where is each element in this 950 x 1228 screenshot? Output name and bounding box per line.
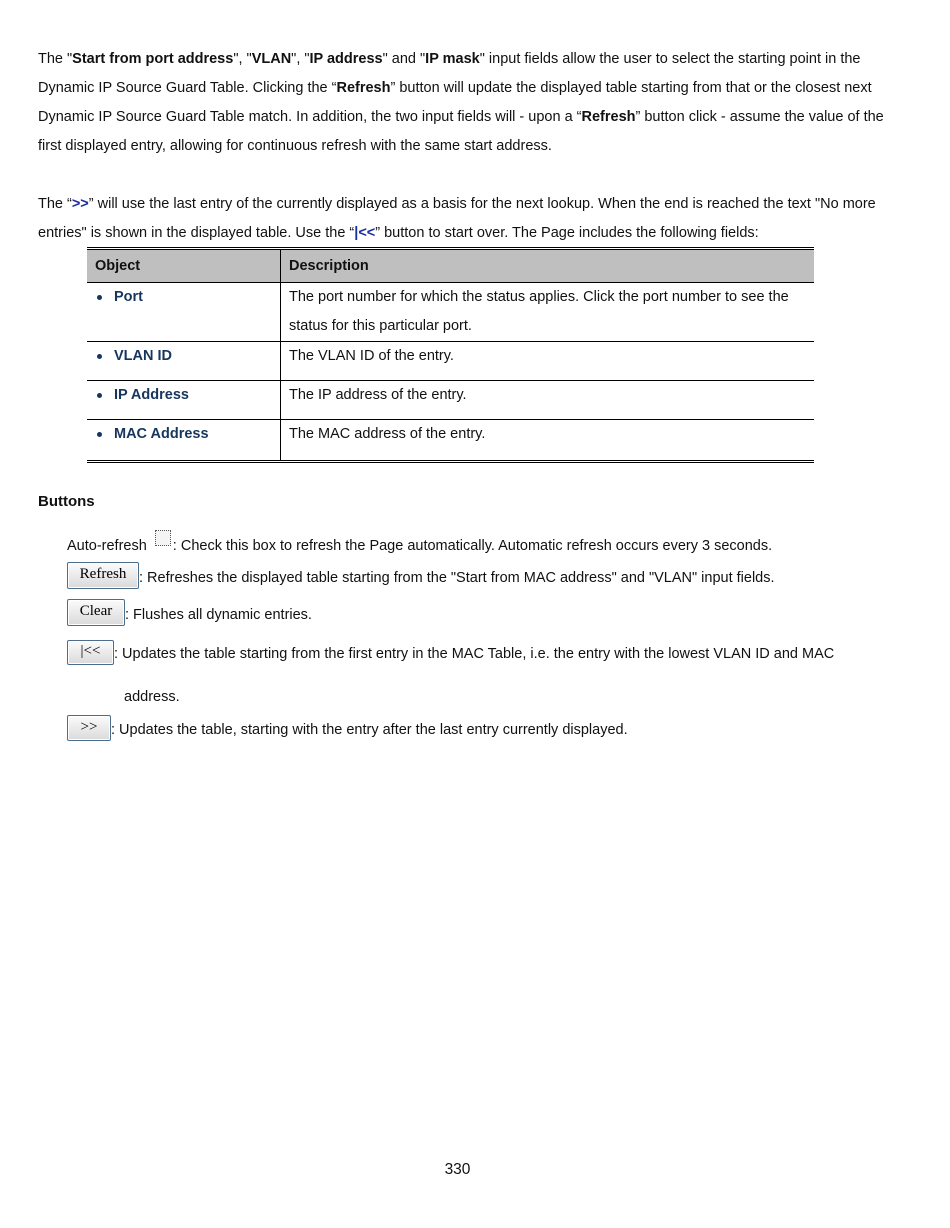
- auto-refresh-label: Auto-refresh: [67, 538, 147, 554]
- description-text: The port number for which the status applies. Click the port number to see the status for this particular port.: [289, 289, 789, 334]
- description-cell: [281, 420, 815, 462]
- text-run: ", ": [233, 51, 252, 67]
- intro-paragraph-2: [38, 190, 898, 248]
- clear-line: [67, 599, 312, 626]
- description-cell: [281, 381, 815, 420]
- table-row: [87, 420, 814, 462]
- table-row: [87, 283, 814, 342]
- next-page-button[interactable]: >>: [67, 715, 111, 741]
- first-link-text: |<<: [354, 225, 376, 241]
- bold-run: Refresh: [581, 109, 636, 125]
- first-page-description: : Updates the table starting from the first entry in the MAC Table, i.e. the entry with the lowest VLAN ID and MAC: [114, 646, 835, 662]
- object-name: MAC Address: [114, 426, 209, 442]
- next-page-description: : Updates the table, starting with the entry after the last entry currently displayed.: [111, 722, 628, 738]
- bold-run: Start from port address: [72, 51, 234, 67]
- bullet-icon: [97, 393, 102, 398]
- text-run: ", ": [291, 51, 310, 67]
- bullet-icon: [97, 354, 102, 359]
- first-page-description-continued: address.: [124, 689, 180, 705]
- bold-run: IP mask: [425, 51, 480, 67]
- description-cell: [281, 342, 815, 381]
- object-description-table: [87, 247, 814, 463]
- table-row: [87, 381, 814, 420]
- refresh-button[interactable]: Refresh: [67, 562, 139, 589]
- auto-refresh-description: : Check this box to refresh the Page automatically. Automatic refresh occurs every 3 seconds.: [172, 538, 773, 554]
- first-page-line: [67, 640, 834, 665]
- description-text: The VLAN ID of the entry.: [289, 348, 454, 364]
- next-link-text: >>: [71, 196, 89, 212]
- next-page-line: [67, 715, 628, 741]
- first-page-button[interactable]: |<<: [67, 640, 114, 665]
- object-cell: [87, 420, 281, 462]
- refresh-line: [67, 562, 775, 589]
- bullet-icon: [97, 295, 102, 300]
- text-run: The ": [38, 51, 73, 67]
- intro-paragraph-1: [38, 45, 898, 161]
- object-cell: [87, 283, 281, 342]
- object-name: VLAN ID: [114, 348, 172, 364]
- column-header-description: Description: [281, 249, 815, 283]
- object-name: Port: [114, 289, 143, 305]
- bold-run: IP address: [309, 51, 383, 67]
- text-run: ” button click - assume the value of the first displayed entry, allowing for continuous refresh with the same start address.: [38, 109, 884, 154]
- clear-description: : Flushes all dynamic entries.: [125, 607, 312, 623]
- auto-refresh-line: [67, 530, 772, 557]
- column-header-object: Object: [87, 249, 281, 283]
- text-run: " input fields allow the user to select the starting point in the Dynamic IP Source Guard Table. Clicking the “: [38, 51, 861, 96]
- text-run: ” button to start over. The Page includes the following fields:: [375, 225, 759, 241]
- object-cell: [87, 342, 281, 381]
- description-text: The IP address of the entry.: [289, 387, 467, 403]
- buttons-heading: Buttons: [38, 493, 95, 510]
- text-run: The “: [38, 196, 72, 212]
- description-cell: [281, 283, 815, 342]
- text-run: ” will use the last entry of the currently displayed as a basis for the next lookup. When the end is reached the text "No more entries" is shown in the displayed table. Use the “: [38, 196, 876, 241]
- auto-refresh-checkbox[interactable]: [155, 530, 171, 546]
- table-row: [87, 342, 814, 381]
- table-header-row: [87, 249, 814, 283]
- bold-run: Refresh: [336, 80, 391, 96]
- clear-button[interactable]: Clear: [67, 599, 125, 626]
- object-name: IP Address: [114, 387, 189, 403]
- bold-run: VLAN: [251, 51, 292, 67]
- text-run: " and ": [382, 51, 426, 67]
- refresh-description: : Refreshes the displayed table starting from the "Start from MAC address" and "VLAN" input fields.: [139, 570, 775, 586]
- object-cell: [87, 381, 281, 420]
- description-text: The MAC address of the entry.: [289, 426, 486, 442]
- bullet-icon: [97, 432, 102, 437]
- page-number: 330: [444, 1161, 471, 1178]
- text-run: ” button will update the displayed table starting from that or the closest next Dynamic IP Source Guard Table match. In addition, the two input fields will - upon a “: [38, 80, 872, 125]
